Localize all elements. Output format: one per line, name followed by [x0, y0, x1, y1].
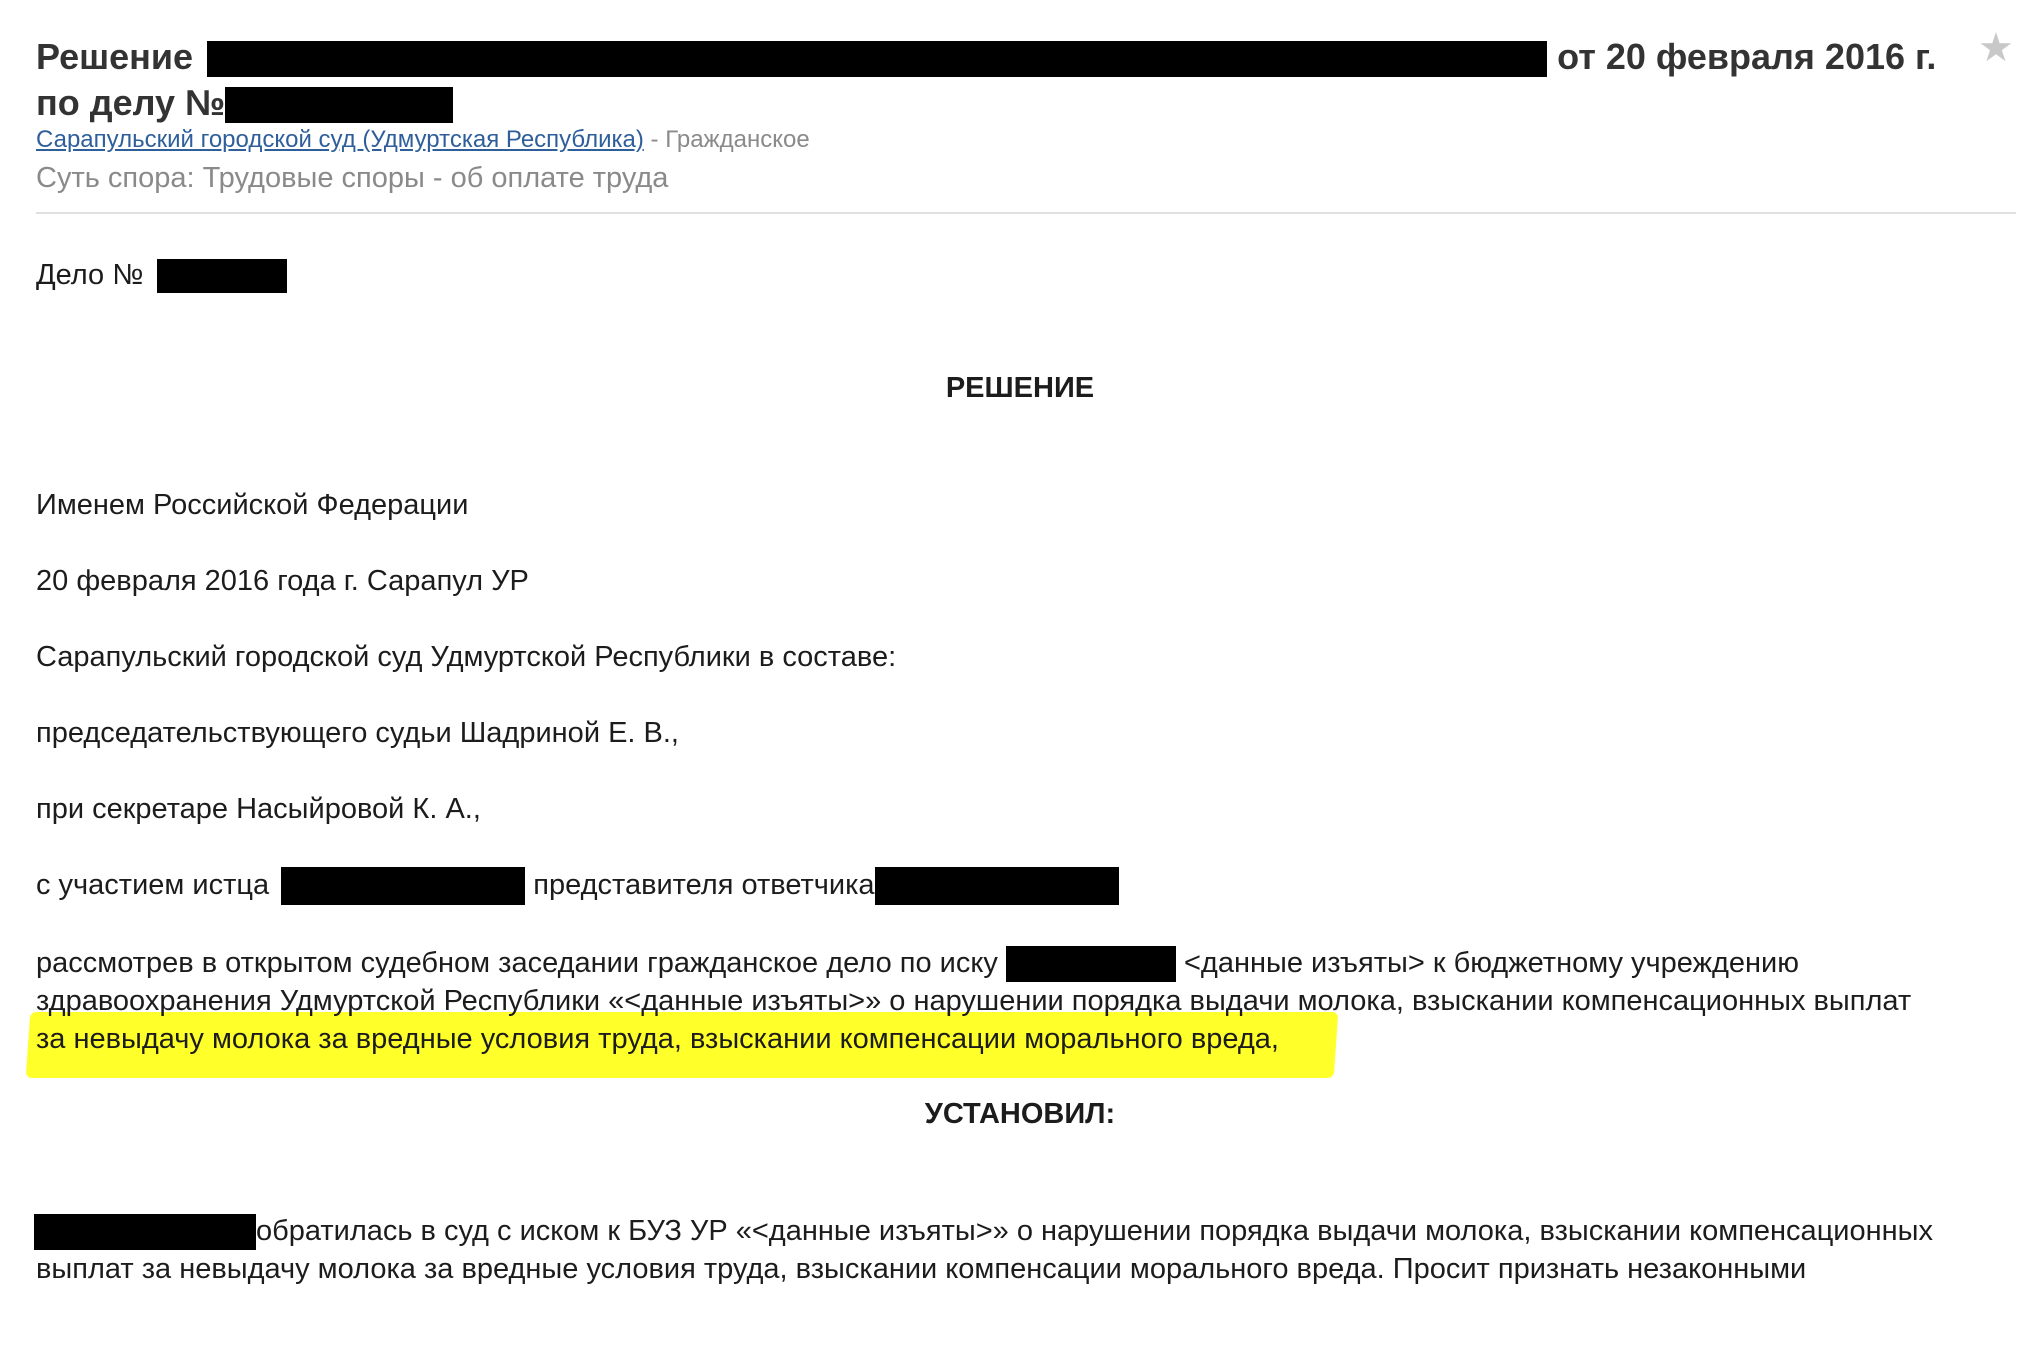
participation-prefix: с участием истца — [36, 869, 270, 901]
court-composition: Сарапульский городской суд Удмуртской Республики в составе: — [36, 641, 897, 673]
case-number-label: Дело № — [36, 259, 144, 291]
participation-middle: представителя ответчика — [533, 869, 875, 901]
established-heading: УСТАНОВИЛ: — [924, 1098, 1116, 1130]
bottom-fade — [0, 1290, 2040, 1352]
redacted-block — [875, 867, 1119, 905]
date-place: 20 февраля 2016 года г. Сарапул УР — [36, 565, 529, 597]
secretary: при секретаре Насыйровой К. А., — [36, 793, 481, 825]
considered-paragraph — [36, 944, 2016, 1058]
in-the-name: Именем Российской Федерации — [36, 489, 469, 521]
redacted-block — [34, 1214, 256, 1250]
considered-line-1a: рассмотрев в открытом судебном заседании гражданское дело по иску — [36, 947, 998, 979]
redacted-block — [225, 87, 453, 123]
redacted-block — [281, 867, 525, 905]
considered-line-3: за невыдачу молока за вредные условия труда, взыскании компенсации морального вреда, — [36, 1023, 1279, 1056]
considered-line-2: здравоохранения Удмуртской Республики «<данные изъяты>» о нарушении порядка выдачи молока, взыскании компенсационных выплат — [36, 985, 1912, 1018]
redacted-block — [1006, 946, 1176, 982]
case-type: - Гражданское — [643, 126, 810, 153]
presiding-judge: председательствующего судьи Шадриной Е. В., — [36, 717, 679, 749]
case-prefix: по делу № — [36, 82, 226, 123]
court-link[interactable]: Сарапульский городской суд (Удмуртская Республика) — [36, 126, 644, 153]
established-paragraph — [36, 1212, 2016, 1288]
page-title — [36, 34, 1936, 126]
established-line-1 — [36, 1212, 2016, 1250]
court-info — [36, 126, 810, 154]
redacted-block — [157, 259, 287, 293]
participation — [36, 866, 1119, 905]
established-line-1-text: обратилась в суд с иском к БУЗ УР «<данные изъяты>» о нарушении порядка выдачи молока, взыскании компенсационных — [256, 1215, 1934, 1247]
case-number — [36, 256, 287, 294]
redacted-block — [207, 41, 1547, 77]
divider — [36, 212, 2016, 214]
established-line-2: выплат за невыдачу молока за вредные условия труда, взыскании компенсации морального вреда. Просит признать незаконными — [36, 1253, 1807, 1286]
star-icon[interactable]: ★ — [1978, 26, 2014, 70]
considered-line-1b: <данные изъяты> к бюджетному учреждению — [1183, 947, 1799, 979]
decision-heading: РЕШЕНИЕ — [945, 372, 1095, 404]
dispute-subject: Суть спора: Трудовые споры - об оплате труда — [36, 162, 669, 194]
title-date: от 20 февраля 2016 г. — [1557, 36, 1937, 77]
considered-line-1 — [36, 944, 2016, 982]
title-word: Решение — [36, 36, 194, 77]
